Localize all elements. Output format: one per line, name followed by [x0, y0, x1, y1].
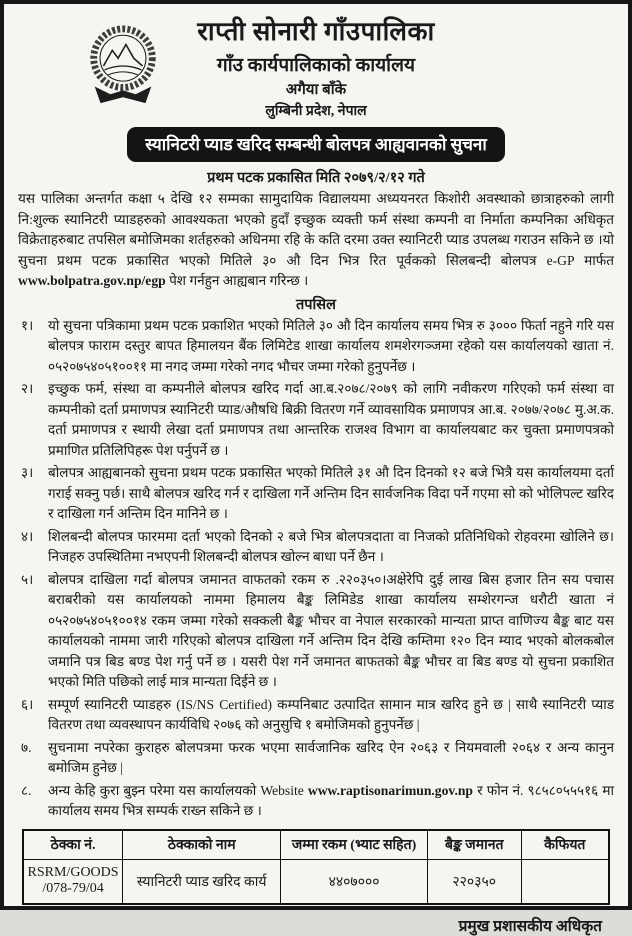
intro-paragraph: [18, 189, 614, 292]
province-line: लुम्बिनी प्रदेश, नेपाल: [265, 104, 367, 119]
notice-title-banner: स्यानिटरी प्याड खरिद सम्बन्धी बोलपत्र आह्यवानको सुचना: [127, 127, 505, 162]
table-header-row: [23, 830, 609, 860]
item-text: इच्छुक फर्म, संस्था वा कम्पनीले बोलपत्र खरिद गर्दा आ.ब.२०७८/२०७९ को लागि नवीकरण गरिएको फर्म संस्था वा कम्पनीको दर्ता प्रमाणपत्र स्यानिटरी प्याड/औषधि बिक्री वितरण गर्ने व्यावसायिक प्रमाणपत्र आ.ब. २०७७/२०७८ मु.अ.क. दर्ता प्रमाणपत्र र स्थायी लेखा दर्ता प्रमाणपत्र तथा आन्तरिक राजश्व विभाग वा कार्यालयबाट कर चुक्ता प्रमाणपत्रको प्रमाणित प्रतिलिपिहरू पेश पर्नुपर्ने छ ।: [48, 381, 614, 458]
header-remarks: कैफियत: [521, 830, 609, 860]
website-url: www.raptisonarimun.gov.np: [307, 782, 473, 798]
item-text: बोलपत्र दाखिला गर्दा बोलपत्र जमानत वाफतको रकम रु .२२०३५०।अक्षेरेपि दुई लाख बिस हजार तिन सय पचास बराबरीको यस कार्यालयको नाममा हिमालय बैङ्क लिमिडेड शाखा कार्यालय सम्शेरगन्ज धरौटी खाता नं ०५२०७५४०५१००१४ रकम जम्मा गरेको सक्कली बैङ्क भौचर वा नेपाल सरकारको मान्यता प्राप्त वाणिज्य बैङ्क बाट यस कार्यालयको नाममा जारी गरिएको बोलपत्र दाखिला गर्ने अन्तिम दिन देखि कम्तिमा १२० दिन म्याद भएको बोलकबोल जमानि पत्र बिड बण्ड पेश गर्नु पर्ने छ । यसरी पेश गर्ने जमानत बाफतको बैङ्क भौचर वा बिड बण्ड यो सुचना प्रकाशित भएको मिति पछिको लाई मात्र मान्यता दिईने छ ।: [48, 571, 614, 689]
cell-total-amount: ४४०७०००: [281, 860, 428, 904]
intro-text-2: पेश गर्नहुन आह्यबान गरिन्छ ।: [165, 273, 309, 288]
item-text: सम्पूर्ण स्यानिटरी प्याडहरु (IS/NS Certified) कम्पनिबाट उत्पादित सामान मात्र खरिद हुने छ | साथै स्यानिटरी प्याड वितरण तथा व्यवस्थापन कार्यविधि २०७६ को अनुसुचि १ बमोजिमको हुनुपर्नेछ |: [48, 696, 614, 732]
condition-item-8: [18, 781, 614, 822]
cell-bank-guarantee: २२०३५०: [427, 860, 521, 904]
header-bank-guarantee: बैङ्क जमानत: [427, 830, 521, 860]
condition-item-4: [18, 527, 614, 568]
item-text: यो सुचना पत्रिकामा प्रथम पटक प्रकाशित भएको मितिले ३० औ दिन कार्यालय समय भित्र रु ३००० फिर्ता नहुने गरि यस बोलपत्र फाराम दस्तुर बापत हिमालयन बैंक लिमिटेड शाखा कार्यालय शमशेरगञ्जमा रहेको यस कार्यालयको खाता नं. ०५२०७५४०५१००११ मा नगद जम्मा गरेको नगद भौचर जम्मा गरेको हुनुपर्नेछ ।: [48, 317, 614, 374]
item-text: बोलपत्र आह्यबानको सुचना प्रथम पटक प्रकासित भएको मितिले ३१ औ दिन दिनको १२ बजे भित्रै यस कार्यालयमा दर्ता गराई सक्नु पर्छ। साथै बोलपत्र खरिद गर्न र दाखिला गर्ने अन्तिम दिन सार्वजनिक विदा पर्ने गएमा सो को भोलिपल्ट खरिद र दाखिला गर्न अन्तिम दिन मानिने छ ।: [48, 465, 614, 521]
municipality-seal-icon: [82, 20, 164, 112]
table-row: [23, 860, 609, 904]
conditions-list: [18, 316, 614, 822]
bolpatra-url: www.bolpatra.gov.np/egp: [18, 273, 166, 288]
header-contract-no: ठेक्का नं.: [23, 830, 123, 860]
item-text: [48, 781, 614, 822]
header-contract-name: ठेक्काको नाम: [123, 830, 281, 860]
letterhead: [16, 12, 616, 162]
cell-remarks: [521, 860, 609, 904]
intro-text-1: यस पालिका अन्तर्गत कक्षा ५ देखि १२ सम्मका सामुदायिक विद्यालयमा अध्ययनरत किशोरी अवस्थाको छात्राहरुको लागी नि:शुल्क स्यानिटरी प्याडहरुको आवश्यकता भएको हुदाँ इच्छुक व्यक्ती फर्म संस्था कम्पनी वा निर्माता कम्पनिका अधिकृत विक्रेताहरुबाट तपसिल बमोजिमका शर्तहरुको अधिनमा रहि के कति दरमा उक्त स्यानिटरी प्याड उपलब्ध गराउन सकिने छ ।यो सुचना प्रथम पटक प्रकासित भएको मितिले ३० औ दिन भित्र रित पूर्वकको सिलबन्दी बोलपत्र e-GP मार्फत: [18, 191, 614, 268]
office-name: गाँउ कार्यपालिकाको कार्यालय: [217, 55, 415, 76]
cell-contract-name: स्यानिटरी प्याड खरिद कार्य: [123, 860, 281, 904]
publish-date: प्रथम पटक प्रकासित मिति २०७९/२/१२ गते: [207, 170, 425, 186]
item-number: ४।: [21, 528, 34, 544]
header-total-amount: जम्मा रकम (भ्याट सहित): [281, 830, 428, 860]
item-number: ८.: [21, 782, 32, 798]
condition-item-7: [18, 738, 614, 779]
org-name: राप्ती सोनारी गाँउपालिका: [197, 17, 435, 46]
signature-title: प्रमुख प्रशासकीय अधिकृत: [458, 917, 602, 935]
condition-item-3: [18, 463, 614, 525]
item-text: शिलबन्दी बोलपत्र फारममा दर्ता भएको दिनको २ बजे भित्र बोलपत्रदाता वा निजको प्रतिनिधिको रोहवरमा खोलिने छ। निजहरु उपस्थितिमा नभएपनी शिलबन्दी बोलपत्र खोल्न बाधा पर्ने छैन ।: [48, 528, 614, 564]
condition-item-5: [18, 570, 614, 693]
condition-item-2: [18, 379, 614, 461]
condition-item-1: [18, 316, 614, 378]
item8-text-1: अन्य केहि कुरा बुझ्न परेमा यस कार्यालयको Website: [48, 782, 308, 798]
item-number: १।: [21, 317, 34, 333]
item-number: ७.: [21, 739, 32, 755]
item-number: ५।: [21, 571, 34, 587]
tapsil-heading: तपसिल: [296, 296, 336, 313]
office-address: अगैया बाँके: [285, 82, 347, 98]
cell-contract-no: RSRM/GOODS /078-79/04: [23, 860, 123, 904]
item-number: ६।: [21, 696, 34, 712]
contract-table: [22, 829, 610, 905]
item-number: २।: [21, 381, 34, 396]
item-number: ३।: [21, 465, 34, 480]
item-text: सुचनामा नपरेका कुराहरु बोलपत्रमा फरक भएमा सार्वजानिक खरिद ऐन २०६३ र नियमवाली २०६४ र अन्य कानुन बमोजिम हुनेछ |: [48, 739, 614, 775]
condition-item-6: [18, 695, 614, 736]
item8-text-2: र फोन नं. ९८५८०५५५१६ मा कार्यालय समय भित्र सम्पर्क राख्न सकिने छ ।: [48, 782, 614, 818]
